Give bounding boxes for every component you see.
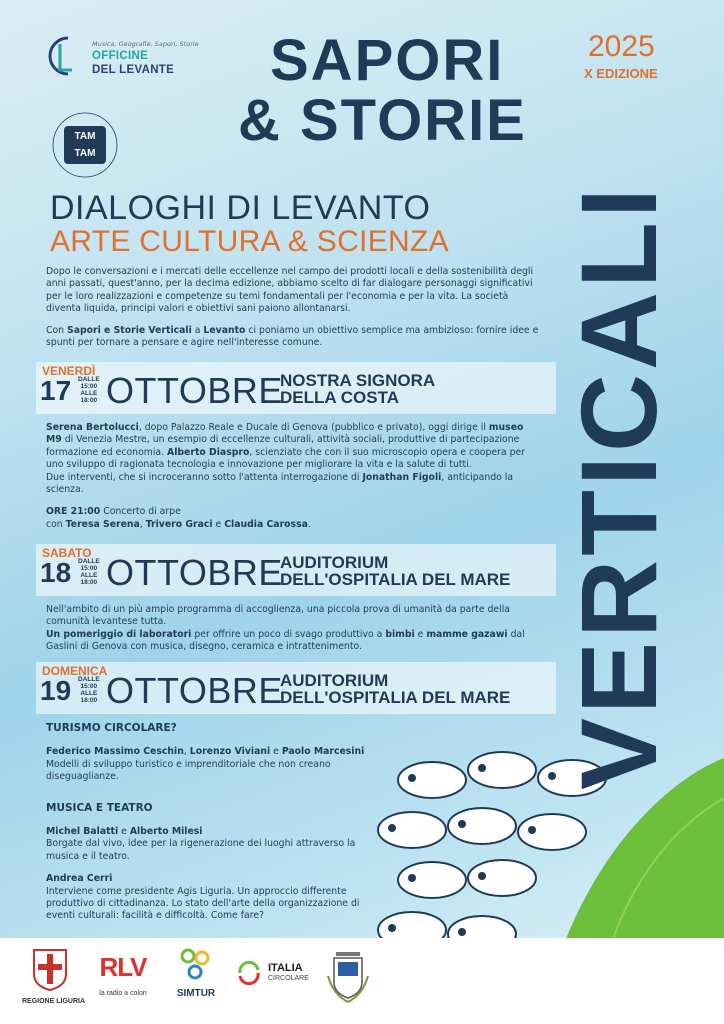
session-description: Borgate dal vivo, idee per la rigenerazione dei luoghi attraverso la musica e il teatro. — [46, 838, 356, 862]
friday-text-3: , scienziato che con il suo microscopio opera e coopera per uno sviluppo di ragionata tecnologia e innovazione per migliorare la vita e la salute di tutti. — [46, 446, 526, 471]
separator: e — [212, 518, 225, 530]
saturday-text-3: e — [414, 628, 427, 640]
intro-p2-event-name: Sapori e Storie Verticali — [67, 324, 192, 336]
event-month: OTTOBRE — [106, 552, 283, 593]
event-band-saturday — [36, 544, 556, 596]
title-line-2: & STORIE — [238, 88, 527, 153]
concert-performers — [46, 519, 536, 531]
performer-name: Teresa Serena — [65, 518, 140, 530]
simtur-circles-icon — [178, 946, 214, 982]
officine-tagline: Musica, Geografie, Sapori, Storie — [92, 40, 199, 48]
friday-paragraph-2 — [46, 472, 536, 497]
friday-text-4: Due interventi, che si incroceranno sotto l'attenta interrogazione di — [46, 471, 363, 483]
event-place — [280, 554, 510, 588]
time-from: 15:00 — [80, 683, 98, 690]
officine-logo-mark-icon — [46, 34, 86, 80]
saturday-paragraph-2 — [46, 629, 536, 654]
friday-text-2: di Venezia Mestre, un esempio di eccellenze culturali, attività sociali, produttive di partecipazione formazione ed economia. — [46, 434, 520, 458]
officine-del-levante-logo — [46, 32, 226, 92]
museum-name: museo M9 — [46, 422, 524, 446]
tamtam-text-2: TAM — [74, 148, 96, 159]
title-vertical-word: VERTICALI — [558, 183, 679, 790]
saturday-text-1: Nell'ambito di un più ampio programma di accoglienza, una piccola prova di umanità da parte della comunità levantese tutta. — [46, 604, 510, 628]
section-heading: TURISMO CIRCOLARE? — [46, 722, 177, 734]
highlight-text: bimbi — [385, 628, 415, 640]
separator: e — [270, 746, 282, 758]
separator: , — [183, 746, 190, 758]
concert-time: ORE 21:00 — [46, 506, 101, 518]
time-alle: ALLE — [80, 390, 98, 397]
event-time — [78, 558, 100, 586]
edition-year: 2025 — [588, 30, 655, 63]
concert-text: Concerto di arpe — [100, 506, 181, 518]
event-place-line2: DELLA COSTA — [280, 388, 399, 407]
event-band-sunday — [36, 662, 556, 714]
event-place-line2: DELL'OSPITALIA DEL MARE — [280, 688, 511, 707]
event-date-number: 18 — [40, 557, 72, 588]
intro-p2-town: Levanto — [203, 324, 246, 336]
intro-text — [46, 266, 546, 358]
intro-paragraph-1: Dopo le conversazioni e i mercati delle eccellenze nel campo dei prodotti locali e della sostenibilità degli anni passati, quest'anno, per la decima edizione, abbiamo scelto di far dialogare personaggi significativi per le loro realizzazioni e competenze su temi fondamentali per l'economia e per la vita. La società diventa liquida, principi valori e obiettivi sani paiono allontanarsi. — [46, 266, 534, 315]
speakers-line — [46, 826, 376, 838]
rlv-label: la radio a colori — [99, 990, 147, 997]
time-to: 18:00 — [80, 397, 98, 404]
friday-description — [46, 422, 536, 531]
speaker-name: Serena Bertolucci — [46, 422, 139, 433]
officine-name-line1: OFFICINE — [92, 50, 149, 62]
edition-number: X EDIZIONE — [584, 66, 658, 81]
separator: e — [118, 826, 130, 838]
intro-p2-e: ci poniamo un obiettivo semplice ma ambizioso: fornire idee e spunti per tornare a pensare e agire nell'interesse comune. — [46, 324, 539, 349]
event-band-friday — [36, 362, 556, 414]
speaker-name: Michel Balatti — [46, 826, 119, 838]
event-place-line1: AUDITORIUM — [280, 671, 389, 690]
italia-label: ITALIA — [268, 962, 303, 974]
event-date-number: 19 — [40, 675, 72, 706]
concert-con: con — [46, 518, 66, 530]
speaker-name: Andrea Cerri — [46, 873, 113, 885]
concert-line — [46, 506, 536, 518]
spacer — [46, 863, 376, 873]
speakers-line — [46, 746, 376, 758]
event-place — [280, 672, 510, 706]
session-description: Modelli di sviluppo turistico e imprenditoriale che non creano diseguaglianze. — [46, 758, 331, 783]
tamtam-text-1: TAM — [74, 131, 96, 142]
event-time — [78, 376, 100, 404]
performer-name: Claudia Carossa — [224, 518, 308, 530]
title-line-1: SAPORI — [270, 28, 505, 93]
circular-arrows-icon — [234, 958, 264, 988]
simtur-logo — [168, 946, 224, 999]
section-heading: MUSICA E TEATRO — [46, 801, 153, 814]
spacer — [46, 784, 376, 802]
event-place-line1: AUDITORIUM — [280, 553, 389, 572]
time-alle: ALLE — [80, 572, 98, 579]
time-to: 18:00 — [80, 579, 98, 586]
event-day: SABATO — [42, 546, 92, 560]
session-description: Interviene come presidente Agis Liguria. Un approccio differente produttivo di cittadinanza. Lo stato dell'arte della organizzazione di eventi culturali: facilità e difficoltà. Come fare? — [46, 885, 360, 922]
town-crest-icon — [324, 946, 372, 1006]
rlv-radio-logo — [88, 946, 158, 997]
tamtam-badge — [64, 126, 106, 164]
speaker-name: Paolo Marcesini — [281, 746, 365, 758]
rlv-logo-mark: RLV — [99, 952, 147, 982]
highlight-text: mamme gazawi — [426, 628, 508, 640]
speaker-name: Alberto Diaspro — [167, 446, 250, 458]
separator: , — [139, 518, 146, 530]
event-month: OTTOBRE — [106, 670, 283, 711]
speaker-name: Alberto Milesi — [129, 826, 203, 838]
saturday-text-4: dal Gaslini di Genova con musica, disegno, ceramica e intrattenimento. — [46, 628, 525, 653]
event-place-line2: DELL'OSPITALIA DEL MARE — [280, 570, 511, 589]
time-from: 15:00 — [80, 383, 98, 390]
speaker-name: Federico Massimo Ceschin — [46, 746, 184, 758]
subtitle-arte-cultura: ARTE CULTURA & SCIENZA — [50, 225, 449, 258]
event-place — [280, 372, 435, 406]
subtitle-dialoghi: DIALOGHI DI LEVANTO — [50, 189, 431, 227]
friday-paragraph — [46, 422, 536, 472]
regione-liguria-logo — [22, 946, 86, 1005]
moderator-name: Jonathan Figoli — [362, 471, 442, 483]
time-dalle: DALLE — [78, 676, 100, 683]
intro-paragraph-2 — [46, 325, 546, 350]
event-day: DOMENICA — [42, 664, 108, 678]
time-from: 15:00 — [80, 565, 98, 572]
saturday-text-2: per offrire un poco di svago produttivo a — [191, 628, 386, 640]
intro-p2-c: a — [191, 324, 204, 336]
intro-p2-a: Con — [46, 324, 68, 336]
speaker-name: Lorenzo Viviani — [189, 746, 271, 758]
event-day: VENERDÌ — [42, 364, 96, 378]
time-to: 18:00 — [80, 697, 98, 704]
officine-name-line2: DEL LEVANTE — [92, 64, 175, 76]
circolare-label: CIRCOLARE — [268, 975, 309, 982]
spacer — [46, 496, 536, 506]
highlight-text: Un pomeriggio di laboratori — [46, 628, 192, 640]
tamtam-logo — [44, 106, 124, 186]
levanto-crest-logo — [322, 946, 374, 1010]
sunday-description — [46, 722, 376, 923]
event-time — [78, 676, 100, 704]
sponsor-footer — [0, 938, 724, 1024]
friday-text-5: , anticipando la scienza. — [46, 471, 514, 496]
simtur-label: SIMTUR — [176, 988, 216, 999]
friday-text-1: , dopo Palazzo Reale e Ducale di Genova (pubblico e privato), oggi dirige il — [138, 422, 489, 433]
event-date-number: 17 — [40, 375, 72, 406]
event-month: OTTOBRE — [106, 370, 283, 411]
event-place-line1: NOSTRA SIGNORA — [280, 371, 436, 390]
speakers-line — [46, 873, 376, 885]
saturday-description — [46, 604, 536, 654]
liguria-shield-icon — [30, 946, 70, 992]
performer-name: Trivero Graci — [145, 518, 213, 530]
separator: . — [307, 518, 311, 530]
time-dalle: DALLE — [78, 558, 100, 565]
regione-label: REGIONE LIGURIA — [22, 998, 86, 1005]
time-alle: ALLE — [80, 690, 98, 697]
time-dalle: DALLE — [78, 376, 100, 383]
